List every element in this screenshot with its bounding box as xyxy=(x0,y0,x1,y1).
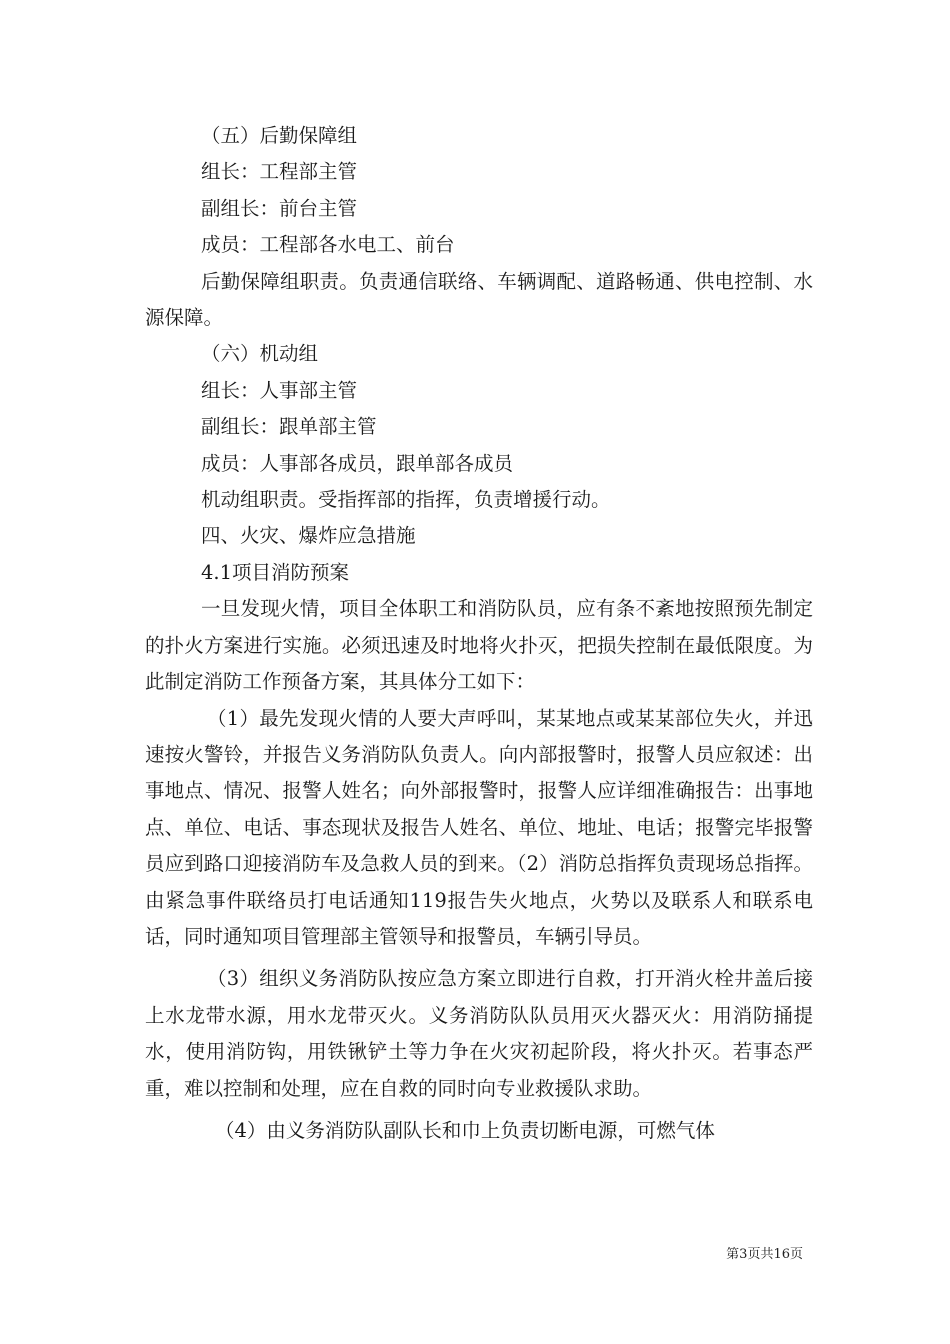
mobile-group-deputy-leader: 副组长：跟单部主管 xyxy=(201,415,377,439)
fire-plan-step-4: （4）由义务消防队副队长和巾上负责切断电源，可燃气体 xyxy=(215,1118,715,1142)
mobile-group-members: 成员：人事部各成员，跟单部各成员 xyxy=(201,451,514,475)
page-number: 第3页共16页 xyxy=(726,1247,803,1262)
section-heading-mobile-group: （六）机动组 xyxy=(201,342,319,366)
mobile-group-leader: 组长：人事部主管 xyxy=(201,378,358,402)
logistics-duties: 后勤保障组职责。负责通信联络、车辆调配、道路畅通、供电控制、水源保障。 xyxy=(145,269,813,330)
document-body xyxy=(145,118,813,1149)
section-heading-logistics: （五）后勤保障组 xyxy=(201,124,358,147)
fire-plan-step-1-2: （1）最先发现火情的人要大声呼叫，某某地点或某某部位失火，并迅速按火警铃，并报告义务消防队负责人。向内部报警时，报警人员应叙述：出事地点、情况、报警人姓名；向外部报警时，报警人应详细准确报告：出事地点、单位、电话、事态现状及报告人姓名、单位、地址、电话；报警完毕报警员应到路口迎接消防车及急救人员的到来。（2）消防总指挥负责现场总指挥。由紧急事件联络员打电话通知119报告失火地点，火势以及联系人和联系电话，同时通知项目管理部主管领导和报警员，车辆引导员。 xyxy=(145,706,813,948)
fire-plan-intro: 一旦发现火情，项目全体职工和消防队员，应有条不紊地按照预先制定的扑火方案进行实施。必须迅速及时地将火扑灭，把损失控制在最低限度。为此制定消防工作预备方案，其具体分工如下： xyxy=(145,597,813,694)
section-heading-fire-explosion: 四、火灾、爆炸应急措施 xyxy=(201,524,416,548)
mobile-group-duties: 机动组职责。受指挥部的指挥，负责增援行动。 xyxy=(201,488,611,512)
fire-plan-step-3: （3）组织义务消防队按应急方案立即进行自救，打开消火栓井盖后接上水龙带水源，用水龙带灭火。义务消防队队员用灭火器灭火：用消防捅提水，使用消防钩，用铁锹铲土等力争在火灾初起阶段，将火扑灭。若事态严重，难以控制和处理，应在自救的同时向专业救援队求助。 xyxy=(145,967,813,1100)
logistics-members: 成员：工程部各水电工、前台 xyxy=(201,233,455,257)
logistics-deputy-leader: 副组长：前台主管 xyxy=(201,196,358,220)
subsection-heading-fire-plan: 4.1项目消防预案 xyxy=(201,560,350,584)
logistics-leader: 组长：工程部主管 xyxy=(201,160,358,184)
